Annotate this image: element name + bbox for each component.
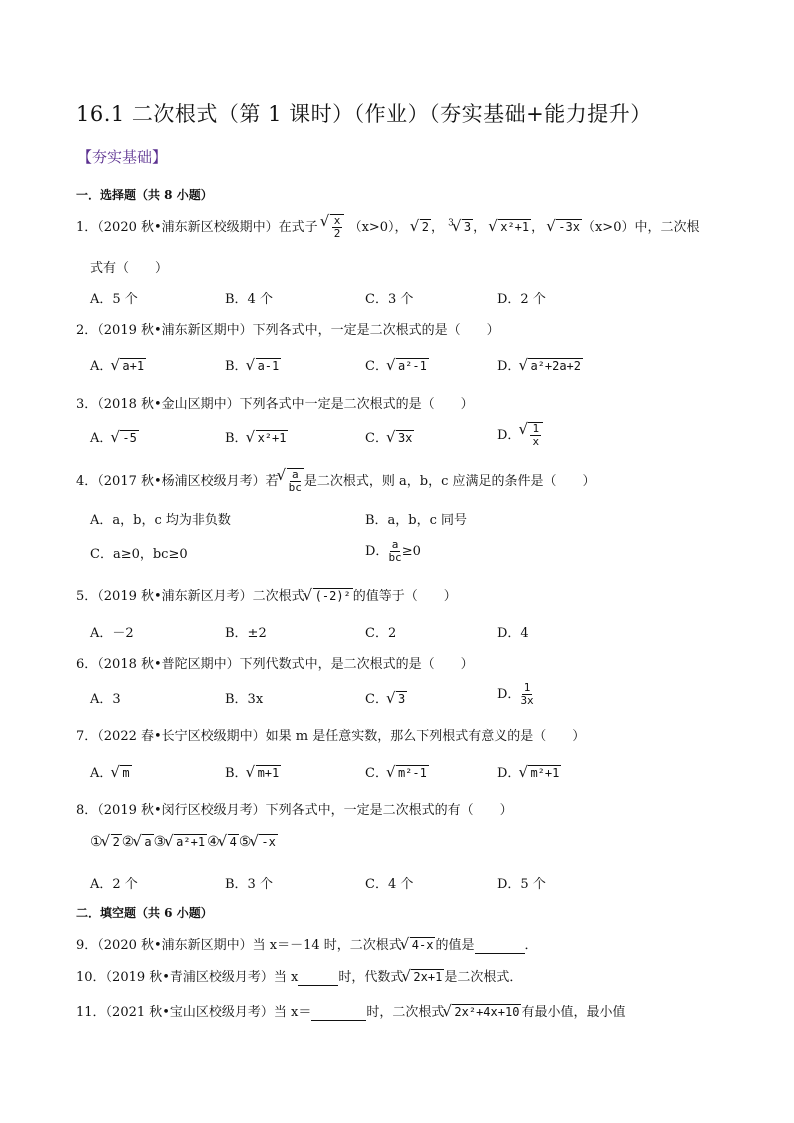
q8-option-d[interactable]: D．5 个	[497, 877, 546, 892]
q3-option-d[interactable]: D． √ $\frac{1}{x}$	[497, 422, 543, 448]
q4-option-d[interactable]: D． $\frac{a}{bc}$ ≥0	[365, 538, 421, 564]
question-8: 8．（2019 秋•闵行区校级月考）下列各式中，一定是二次根式的有（ ）	[76, 803, 513, 818]
question-1: 1．（2020 秋•浦东新区校级期中）在式子 √ $\frac{x}{2}$ （x>0）， √ 2 ， $^3$√ 3 ， √ x²+1 ， √ -3x （x>0）中，二次根	[76, 214, 699, 240]
part1-heading: 一．选择题（共 8 小题）	[76, 188, 213, 202]
q1-line2: 式有（ ）	[90, 261, 169, 276]
q10-answer-blank[interactable]	[298, 970, 338, 986]
q6-option-d[interactable]: D． $\frac{1}{3x}$	[497, 681, 534, 707]
q1-radical-frac: √ $\frac{x}{2}$	[322, 214, 345, 240]
q4-radical: √ $\frac{a}{bc}$	[279, 468, 304, 494]
q6-option-a[interactable]: A．3	[90, 692, 121, 707]
q7-option-a[interactable]: A．√ m	[90, 762, 132, 781]
q1-radical-2: √ 2	[412, 219, 431, 235]
question-3: 3．（2018 秋•金山区期中）下列各式中一定是二次根式的是（ ）	[76, 397, 474, 412]
q7-option-d[interactable]: D．√ m²+1	[497, 762, 561, 781]
q3-option-a[interactable]: A．√ -5	[90, 427, 139, 446]
question-11: 11．（2021 秋•宝山区校级月考）当 x＝ 时，二次根式√ 2x²+4x+10 有最小值，最小值	[76, 1001, 625, 1021]
q6-option-b[interactable]: B．3x	[225, 692, 264, 707]
q1-cube-root: √ 3	[454, 219, 473, 235]
question-4: 4．（2017 秋•杨浦区校级月考）若 √ $\frac{a}{bc}$ 是二次根式，则 a，b，c 应满足的条件是（ ）	[76, 468, 596, 494]
question-10: 10．（2019 秋•青浦区校级月考）当 x 时，代数式√ 2x+1 是二次根式．	[76, 966, 522, 986]
section-label: 【夯实基础】	[77, 148, 168, 166]
q5-radical: √ (-2)²	[305, 588, 353, 604]
q3-option-c[interactable]: C．√ 3x	[365, 427, 414, 446]
q1-option-d[interactable]: D．2 个	[497, 292, 546, 307]
q2-option-a[interactable]: A．√ a+1	[90, 355, 146, 374]
q1-prefix: 1．（2020 秋•浦东新区校级期中）在式子	[76, 220, 318, 235]
q1-radical-5: √ -3x	[548, 219, 582, 235]
q4-option-c[interactable]: C．a≥0，bc≥0	[90, 547, 188, 562]
question-5: 5．（2019 秋•浦东新区月考）二次根式√ (-2)² 的值等于（ ）	[76, 585, 457, 604]
q5-option-b[interactable]: B．±2	[225, 626, 267, 641]
q10-radical: √ 2x+1	[403, 969, 444, 985]
q8-items: ①√ 2 ②√ a ③√ a²+1 ④√ 4 ⑤√ -x	[90, 834, 278, 850]
q11-answer-blank[interactable]	[311, 1005, 366, 1021]
q2-option-b[interactable]: B．√ a-1	[225, 355, 281, 374]
q5-option-d[interactable]: D．4	[497, 626, 529, 641]
q8-option-c[interactable]: C．4 个	[365, 877, 414, 892]
q4-option-a[interactable]: A．a，b，c 均为非负数	[90, 513, 231, 528]
q6-option-c[interactable]: C．√ 3	[365, 688, 407, 707]
question-6: 6．（2018 秋•普陀区期中）下列代数式中，是二次根式的是（ ）	[76, 657, 474, 672]
question-2: 2．（2019 秋•浦东新区期中）下列各式中，一定是二次根式的是（ ）	[76, 323, 500, 338]
q1-option-c[interactable]: C．3 个	[365, 292, 414, 307]
q8-option-a[interactable]: A．2 个	[90, 877, 138, 892]
q7-option-b[interactable]: B．√ m+1	[225, 762, 281, 781]
q9-radical: √ 4-x	[402, 937, 436, 953]
page-title: 16.1 二次根式（第 1 课时）（作业）（夯实基础+能力提升）	[76, 102, 652, 126]
q9-answer-blank[interactable]	[475, 938, 525, 954]
q7-option-c[interactable]: C．√ m²-1	[365, 762, 429, 781]
q3-option-b[interactable]: B．√ x²+1	[225, 427, 288, 446]
q11-radical: √ 2x²+4x+10	[444, 1004, 521, 1020]
q1-option-a[interactable]: A．5 个	[90, 292, 138, 307]
question-7: 7．（2022 春•长宁区校级期中）如果 m 是任意实数，那么下列根式有意义的是（ ）	[76, 729, 586, 744]
part2-heading: 二．填空题（共 6 小题）	[76, 906, 213, 920]
q2-option-c[interactable]: C．√ a²-1	[365, 355, 429, 374]
q8-option-b[interactable]: B．3 个	[225, 877, 273, 892]
q1-radical-4: √ x²+1	[490, 219, 531, 235]
question-9: 9．（2020 秋•浦东新区期中）当 x＝－14 时，二次根式√ 4-x 的值是 ．	[76, 934, 538, 954]
q5-option-a[interactable]: A．－2	[90, 626, 134, 641]
q4-option-b[interactable]: B．a，b，c 同号	[365, 513, 468, 528]
q2-option-d[interactable]: D．√ a²+2a+2	[497, 355, 583, 374]
q5-option-c[interactable]: C．2	[365, 626, 397, 641]
q1-option-b[interactable]: B．4 个	[225, 292, 273, 307]
